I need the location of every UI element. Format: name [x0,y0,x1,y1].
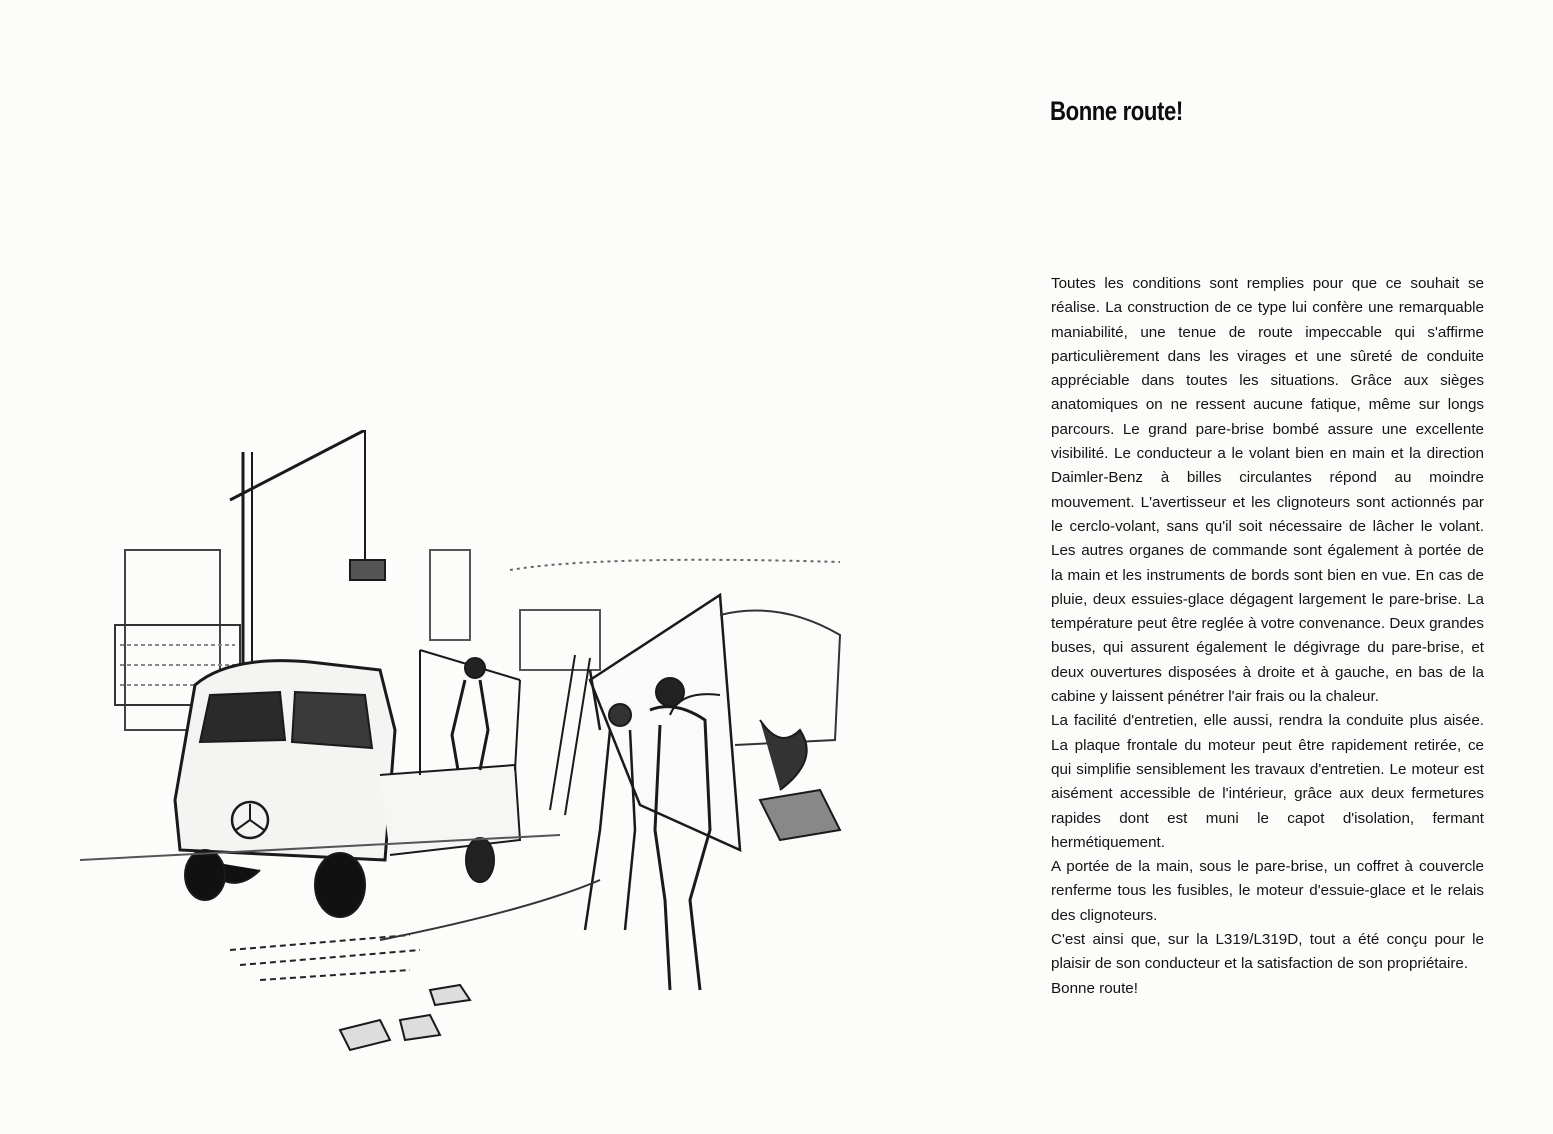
paragraph-conclusion: C'est ainsi que, sur la L319/L319D, tout a été conçu pour le plaisir de son conducteur et la satisfaction de son propriétaire. [1051,931,1484,973]
paragraph-comfort: Toutes les conditions sont remplies pour que ce souhait se réalise. La construction de ce type lui confère une remarquable maniabilité, une tenue de route impeccable qui s'affirme particulièrement dans les virages et une sûreté de conduite appréciable dans toutes les situations. Grâce aux sièges anatomiques on ne ressent aucune fatique, même sur longs parcours. Le grand pare-brise bombé assure une excellente visibilité. Le conducteur a le volant bien en main et la direction Daimler-Benz à billes circulantes répond au moindre mouvement. L'avertisseur et les clignoteurs sont actionnés par le cerclo-volant, sans qu'il soit nécessaire de lâcher le volant. Les autres organes de commande sont également à portée de la main et les instruments de bords sont bien en vue. En cas de pluie, deux essuies-glace dégagent largement le pare-brise. La température peut être reglée à votre convenance. Deux grandes buses, qui assurent également le dégivrage du pare-brise, et deux ouvertures disposées à droite et à gauche, en bas de la cabine y laissent pénétrer l'air frais ou la chaleur. [1051,275,1484,706]
truck-sketch-icon [80,430,860,1090]
paragraph-maintenance: La facilité d'entretien, elle aussi, rendra la conduite plus aisée. La plaque frontale du moteur peut être rapidement retirée, ce qui simplifie sensiblement les travaux d'entretien. Le moteur est aisément accessible de l'intérieur, grâce aux deux fermetures rapides dont est muni le capot d'isolation, fermant hermétiquement. [1051,712,1484,851]
page-title: Bonne route! [1050,96,1183,126]
paragraph-fuse-box: A portée de la main, sous le pare-brise, un coffret à couvercle renferme tous les fusibles, le moteur d'essuie-glace et le relais des clignoteurs. [1051,858,1484,924]
paragraph-closing: Bonne route! [1051,979,1138,997]
article-body [1051,272,1484,1001]
construction-site-illustration [80,430,860,1090]
